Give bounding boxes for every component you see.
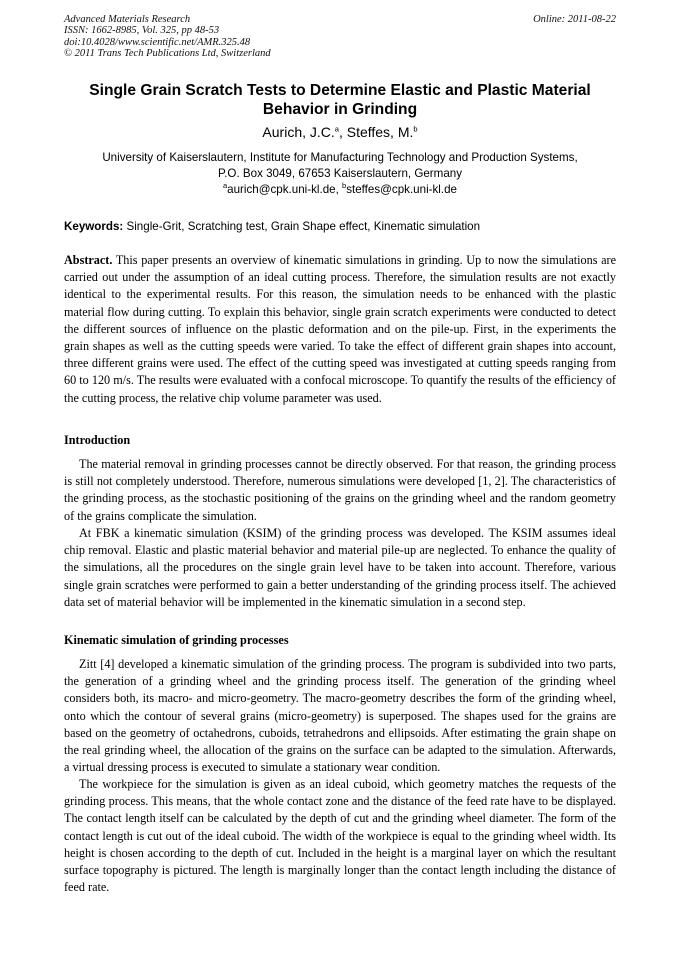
kinematic-paragraph-1: Zitt [4] developed a kinematic simulation of the grinding process. The program is subdivided into two parts, the generation of a grinding wheel and the grinding process itself. The generation of the grinding wheel considers both, its macro- and micro-geometry. The macro-geometry describes the form of the grinding wheel, onto which the contour of several grains (micro-geometry) is superposed. The shapes used for the grains are based on the geometry of octahedrons, cuboids, tetrahedrons and ellipsoids. After estimating the grain shape on the real grinding wheel, the allocation of the grains on the surface can be adapted to the simulation. Afterwards, a virtual dressing process is executed to simulate a stationary wear condition. [64, 657, 616, 775]
journal-header [64, 14, 616, 60]
keywords [64, 220, 616, 233]
author-separator: , [338, 124, 347, 140]
author-line [64, 124, 616, 140]
section-heading-introduction: Introduction [64, 433, 131, 447]
email-line [64, 183, 616, 196]
email-1: aurich@cpk.uni-kl.de, [227, 183, 343, 196]
email-2: steffes@cpk.uni-kl.de [346, 183, 458, 196]
copyright-line: © 2011 Trans Tech Publications Ltd, Switzerland [64, 48, 271, 60]
author-1-marker: a [334, 124, 339, 134]
keywords-text: Single-Grit, Scratching test, Grain Shape effect, Kinematic simulation [123, 220, 481, 233]
abstract-label: Abstract. [64, 253, 113, 267]
intro-paragraph-2: At FBK a kinematic simulation (KSIM) of the grinding process was developed. The KSIM assumes ideal chip removal. Elastic and plastic material behavior and material pile-up are neglected. To enhance the quality of the simulations, all the procedures on the single grain level have to be taken into account. Therefore, various single grain scratches were performed to gain a better understanding of the grinding process itself. The achieved data set of material behavior will be implemented in the kinematic simulation in a second step. [64, 526, 616, 609]
email-2-marker: b [342, 181, 347, 191]
abstract-text: This paper presents an overview of kinematic simulations in grinding. Up to now the simulations are carried out under the assumption of an ideal cutting process. Therefore, the simulation results are not exactly identical to the experimental results. For this reason, the simulation needs to be enhanced with the plastic material flow during cutting. To explain this behavior, single grain scratch experiments were conducted to detect the different sources of influence on the plastic deformation and on the pile-up. First, in the experiments the grain shapes as well as the cutting speeds were varied. To take the effect of different grain shapes into account, three different grains were used. The effect of the cutting speed was investigated at cutting speeds ranging from 60 to 120 m/s. The results were evaluated with a confocal microscope. To quantify the results of the efficiency of the cutting process, the relative chip volume parameter was used. [64, 253, 616, 405]
online-date: Online: 2011-08-22 [533, 14, 616, 25]
affiliation-line-1: University of Kaiserslautern, Institute for Manufacturing Technology and Production Systems, [102, 151, 578, 164]
section-heading-kinematic-simulation: Kinematic simulation of grinding processes [64, 633, 289, 647]
paper-title: Single Grain Scratch Tests to Determine Elastic and Plastic Material Behavior in Grinding [89, 82, 591, 118]
author-2-marker: b [413, 124, 418, 134]
issn-line: ISSN: 1662-8985, Vol. 325, pp 48-53 [64, 25, 220, 37]
keywords-label: Keywords: [64, 220, 124, 233]
author-1: Aurich, J.C. [262, 124, 335, 140]
journal-name: Advanced Materials Research [64, 14, 191, 25]
doi-line: doi:10.4028/www.scientific.net/AMR.325.48 [64, 36, 251, 48]
abstract [64, 252, 616, 407]
affiliation [64, 150, 616, 182]
email-1-marker: a [222, 181, 228, 191]
author-2: Steffes, M. [346, 124, 414, 140]
intro-paragraph-1: The material removal in grinding processes cannot be directly observed. For that reason, the grinding process is still not completely understood. Therefore, numerous simulations were developed [1, 2]. The characteristics of the grinding process, as the stochastic positioning of the grains on the grinding wheel and the random geometry of the grains complicate the simulation. [64, 457, 616, 523]
affiliation-line-2: P.O. Box 3049, 67653 Kaiserslautern, Germany [217, 167, 463, 180]
kinematic-paragraph-2: The workpiece for the simulation is given as an ideal cuboid, which geometry matches the requests of the grinding process. This means, that the whole contact zone and the distance of the feed rate have to be displayed. The contact length itself can be calculated by the depth of cut and the grinding wheel diameter. The form of the contact length is cut out of the ideal cuboid. The width of the workpiece is equal to the grinding wheel width. Its height is chosen according to the depth of cut. Included in the height is a marginal layer on which the resultant surface topography is pictured. The length is marginally longer than the contact length including the distance of feed rate. [64, 777, 616, 895]
